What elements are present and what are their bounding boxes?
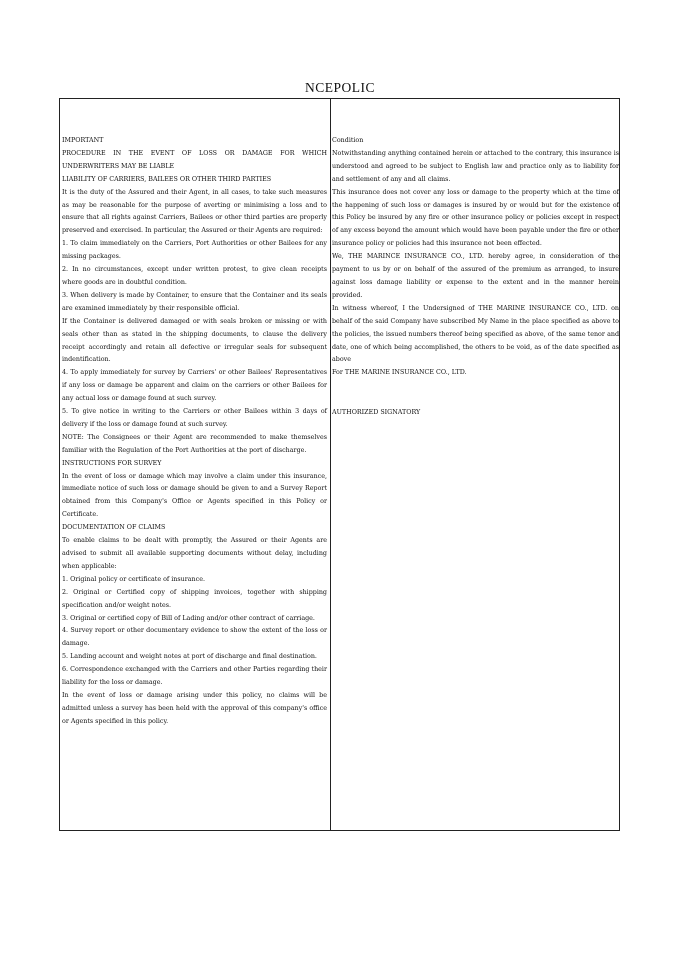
requirement-item-4: 4. To apply immediately for survey by Carriers' or other Bailees' Representatives if any loss or damage be apparent and claim on the carriers or other Bailees for any actual loss or damage found at such survey. — [62, 369, 327, 403]
survey-heading: INSTRUCTIONS FOR SURVEY — [62, 459, 162, 467]
exclusion-paragraph: This insurance does not cover any loss or damage to the property which at the time of the happening of such loss or damages is insured by or would but for the existence of this Policy be insured by any fire or other insurance policy or policies except in respect of any excess beyond the amount which would have been payable under the fire or other insurance policy or policies had this insurance not been effected. — [332, 188, 619, 248]
english-law-paragraph: Notwithstanding anything contained herein or attached to the contrary, this insurance is understood and agreed to be subject to English law and practice only as to liability for and settlement of any and all claims. — [332, 149, 619, 183]
container-damage-paragraph: If the Container is delivered damaged or with seals broken or missing or with seals other than as stated in the shipping documents, to clause the delivery receipt accordingly and retain all defective or irregular seals for subsequent indentification. — [62, 317, 327, 364]
procedure-heading: PROCEDURE IN THE EVENT OF LOSS OR DAMAGE FOR WHICH UNDERWRITERS MAY BE LIABLE — [62, 149, 327, 170]
consignee-note: NOTE: The Consignees or their Agent are recommended to make themselves familiar with the Regulation of the Port Authorities at the port of discharge. — [62, 433, 327, 454]
left-column — [62, 135, 327, 729]
agreement-paragraph: We, THE MARINCE INSURANCE CO., LTD. hereby agree, in consideration of the payment to us by or on behalf of the assured of the premium as arranged, to insure against loss damage liability or expense to the extent and in the manner herein provided. — [332, 253, 619, 299]
requirement-item-1: 1. To claim immediately on the Carriers, Port Authorities or other Bailees for any missing packages. — [62, 240, 327, 261]
column-divider — [330, 99, 331, 830]
authorized-signatory: AUTHORIZED SIGNATORY — [332, 409, 421, 417]
signature-space — [332, 380, 619, 407]
right-column — [332, 135, 619, 420]
duty-paragraph: It is the duty of the Assured and their Agent, in all cases, to take such measures as may be reasonable for the purpose of averting or minimising a loss and to ensure that all rights against Carriers, Bailees or other third parties are properly preserved and exercised. In particular, the Assured or their Agents are required: — [62, 188, 327, 235]
claims-closing-paragraph: In the event of loss or damage arising under this policy, no claims will be admitted unless a survey has been held with the approval of this company's office or Agents specified in this policy. — [62, 691, 327, 725]
claims-item-4: 4. Survey report or other documentary evidence to show the extent of the loss or damage. — [62, 627, 327, 648]
claims-item-6: 6. Correspondence exchanged with the Carriers and other Parties regarding their liability for the loss or damage. — [62, 666, 327, 687]
condition-heading: Condition — [332, 137, 364, 144]
requirement-item-5: 5. To give notice in writing to the Carriers or other Bailees within 3 days of delivery if the loss or damage found at such survey. — [62, 408, 327, 428]
claims-item-1: 1. Original policy or certificate of insurance. — [62, 575, 205, 583]
claims-intro: To enable claims to be dealt with promptly, the Assured or their Agents are advised to submit all available supporting documents without delay, including when applicable: — [62, 537, 327, 570]
claims-item-2: 2. Original or Certified copy of shipping invoices, together with shipping specification and/or weight notes. — [62, 588, 327, 609]
claims-item-5: 5. Landing account and weight notes at port of discharge and final destination. — [62, 653, 317, 661]
requirement-item-2: 2. In no circumstances, except under written protest, to give clean receipts where goods are in doubtful condition. — [62, 266, 327, 286]
important-heading: IMPORTANT — [62, 137, 104, 144]
company-line: For THE MARINE INSURANCE CO., LTD. — [332, 369, 467, 377]
document-title: NCEPOLIC — [304, 80, 375, 95]
liability-heading: LIABILITY OF CARRIERS, BAILEES OR OTHER THIRD PARTIES — [62, 175, 272, 183]
requirement-item-3: 3. When delivery is made by Container, to ensure that the Container and its seals are examined immediately by their responsible official. — [62, 291, 327, 312]
policy-frame — [59, 98, 620, 831]
witness-paragraph: In witness whereof, I the Undersigned of THE MARINE INSURANCE CO., LTD. on behalf of the said Company have subscribed My Name in the place specified as above to the policies, the issued numbers thereof being specified as above, of the same tenor and date, one of which being accomplished, the others to be void, as of the date specified as above — [332, 304, 619, 364]
claims-item-3: 3. Original or certified copy of Bill of Lading and/or other contract of carriage. — [62, 614, 315, 622]
claims-heading: DOCUMENTATION OF CLAIMS — [62, 524, 166, 532]
survey-paragraph: In the event of loss or damage which may involve a claim under this insurance, immediate notice of such loss or damage should be given to and a Survey Report obtained from this Company's Office or Agents specified in this Policy or Certificate. — [62, 472, 327, 519]
